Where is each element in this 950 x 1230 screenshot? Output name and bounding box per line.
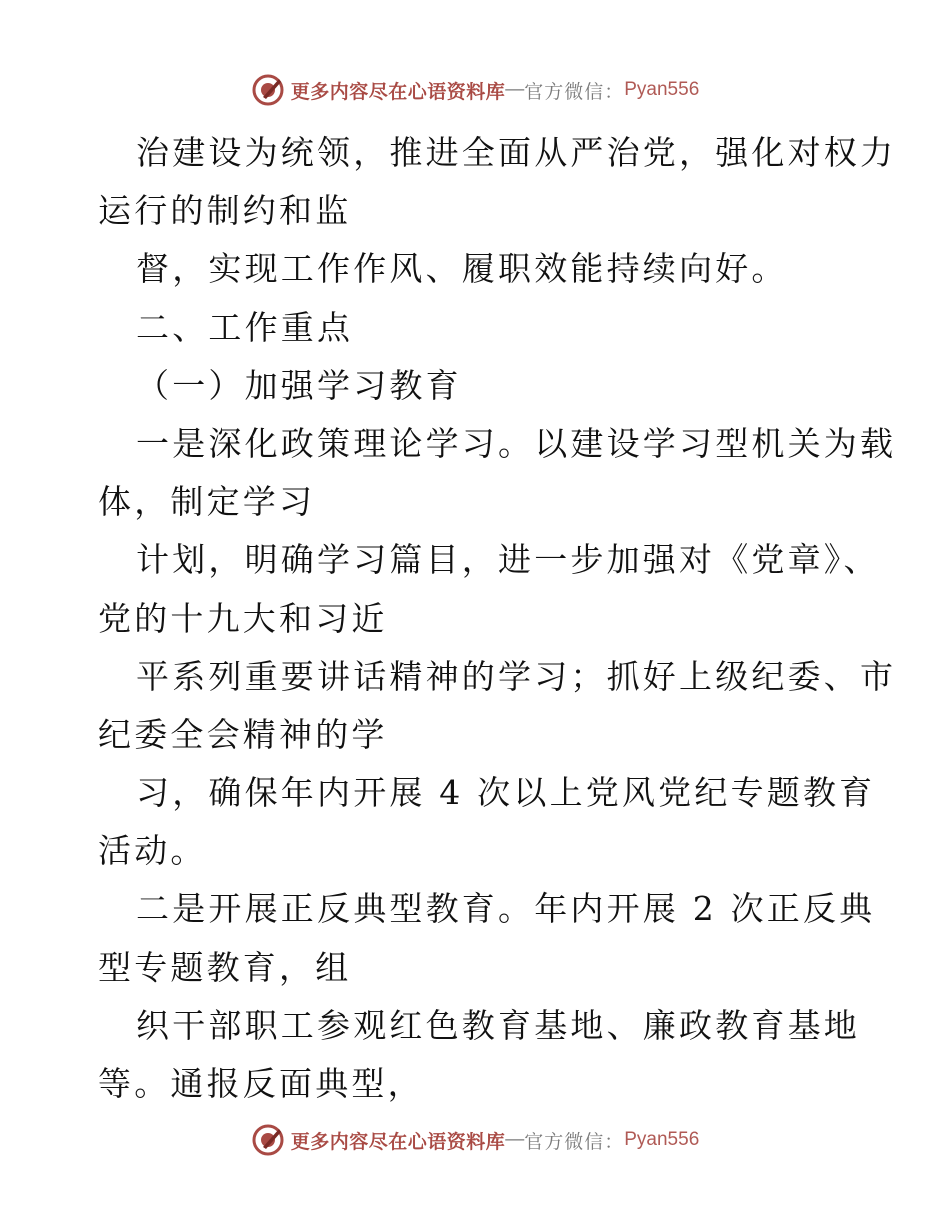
watermark-header (0, 70, 950, 110)
text-line: 党的十九大和习近 (98, 598, 388, 638)
watermark-dash: — (505, 79, 525, 100)
text-line: 织干部职工参观红色教育基地、廉政教育基地 (136, 1005, 860, 1045)
text-line: 体，制定学习 (98, 482, 316, 522)
text-line: 治建设为统领，推进全面从严治党，强化对权力 (136, 133, 897, 172)
watermark-wechat-id: Pyan556 (624, 1129, 700, 1150)
text-line: 等。通报反面典型， (98, 1064, 424, 1103)
section-heading: 二、工作重点 (136, 307, 354, 347)
watermark-brand: 更多内容尽在心语资料库 (290, 1131, 506, 1153)
text-line: 计划，明确学习篇目，进一步加强对《党章》、 (136, 540, 880, 580)
text-line: 纪委全会精神的学 (98, 714, 388, 754)
text-line: 平系列重要讲话精神的学习；抓好上级纪委、市 (136, 656, 897, 696)
watermark-label: 官方微信： (524, 1131, 625, 1153)
brand-logo-icon (251, 1123, 285, 1157)
document-body (98, 124, 897, 1113)
text-line: 督，实现工作作风、履职效能持续向好。 (136, 249, 788, 289)
text-line: 活动。 (98, 831, 207, 871)
text-line: 习，确保年内开展 4 次以上党风党纪专题教育 (136, 773, 876, 813)
watermark-footer (0, 1120, 950, 1160)
text-line: 型专题教育，组 (98, 947, 352, 987)
text-line: 二是开展正反典型教育。年内开展 2 次正反典 (136, 889, 876, 929)
watermark-dash: — (505, 1129, 525, 1150)
watermark-wechat-id: Pyan556 (624, 79, 700, 100)
text-line: 一是深化政策理论学习。以建设学习型机关为载 (136, 423, 897, 463)
subsection-heading: （一）加强学习教育 (136, 365, 462, 405)
watermark-label: 官方微信： (524, 81, 625, 103)
watermark-brand: 更多内容尽在心语资料库 (290, 81, 506, 103)
brand-logo-icon (251, 73, 285, 107)
text-line: 运行的制约和监 (98, 191, 352, 231)
